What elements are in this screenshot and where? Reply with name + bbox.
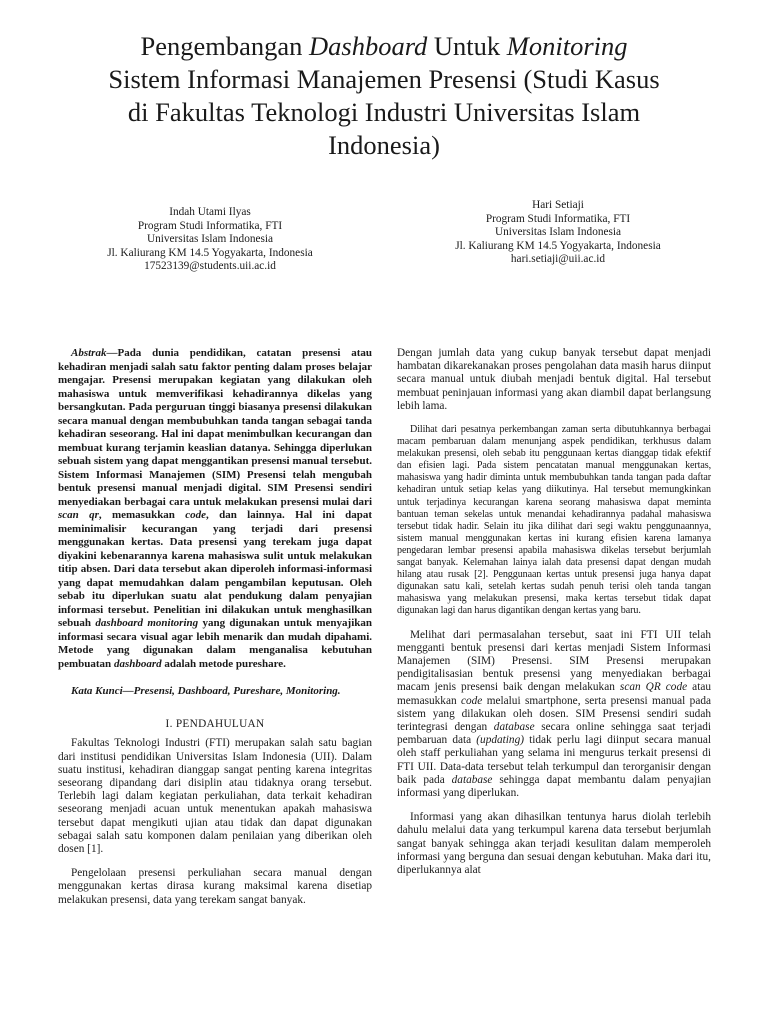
body-paragraph	[397, 811, 711, 877]
author-address: Jl. Kaliurang KM 14.5 Yogyakarta, Indonesia	[455, 239, 661, 252]
title-text: di Fakultas Teknologi Industri Universitas Islam	[127, 97, 641, 127]
paper-title	[40, 30, 728, 162]
abstract-italic: dashboard	[113, 657, 162, 670]
title-line	[40, 129, 728, 162]
keywords-text: Presensi, Dashboard, Pureshare, Monitoring.	[133, 685, 341, 697]
author-university: Universitas Islam Indonesia	[146, 233, 274, 245]
italic-term: code	[461, 694, 483, 707]
title-text: Pengembangan	[140, 31, 309, 61]
title-text: Sistem Informasi Manajemen Presensi (Studi Kasus	[108, 64, 660, 94]
body-paragraph	[58, 737, 372, 856]
paragraph-text: tidak perlu lagi diinput secara manual oleh staff perkuliahan yang selama ini mengurus terkait presensi di FTI UII. Data-data tersebut telah terkumpul dan terorganisir dengan baik pada	[397, 734, 711, 786]
abstract-text: , dan lainnya. Hal ini dapat meminimalisir kecurangan yang terjadi dari presensi menggunakan kertas. Data presensi yang terekam juga dapat diyakini kebenarannya karena mahasiswa sulit untuk melakukan titip absen. Dari data tersebut akan diperoleh informasi-informasi yang dapat memudahkan dalam pengambilan keputusan. Oleh sebab itu diperlukan suatu alat pendukung dalam penyajian informasi tersebut. Penelitian ini dilakukan untuk menghasilkan sebuah	[58, 509, 372, 629]
keywords	[58, 685, 372, 698]
paragraph-text: Dengan jumlah data yang cukup banyak tersebut dapat menjadi hambatan dikarekanakan proses pengolahan data masih harus diinput secara manual untuk diubah menjadi bentuk digital. Hal tersebut membuat peninjauan informasi yang akan diambil dapat berlangsung lebih lama.	[397, 347, 711, 412]
section-heading: I. PENDAHULUAN	[165, 718, 265, 731]
paragraph-text: Fakultas Teknologi Industri (FTI) merupakan salah satu bagian dari institusi pendidikan Universitas Islam Indonesia (UII). Dalam suatu institusi, kehadiran dianggap sangat penting karena integritas seseorang dipandang dari disiplin atau tidaknya orang tersebut. Terlebih lagi dalam kegiatan perkuliahan, data terkait kehadiran seseorang menjadi acuan untuk menentukan apakah mahasiswa tersebut dapat mengikuti ujian atau tidak dan dapat digunakan sebagai salah satu komponen dalam penilaian yang diberikan oleh dosen [1].	[58, 737, 372, 856]
italic-term: scan QR code	[619, 681, 688, 694]
paragraph-text: Pengelolaan presensi perkuliahan secara manual dengan menggunakan kertas dirasa kurang maksimal karena disetiap melakukan presensi, data yang terekam sangat banyak.	[58, 867, 372, 906]
author-block-1	[40, 206, 380, 274]
author-address: Jl. Kaliurang KM 14.5 Yogyakarta, Indonesia	[107, 246, 313, 259]
paragraph-text: Melihat dari permasalahan tersebut, saat ini FTI UII telah mengganti bentuk presensi dari kertas menjadi Sistem Informasi Manajemen (SIM) Presensi. SIM Presensi merupakan pendigitalisasian bentuk presensi yang menyediakan berbagai macam jenis presensi baik dengan melakukan	[397, 628, 711, 694]
author-email: hari.setiaji@uii.ac.id	[510, 253, 606, 265]
right-column	[397, 347, 711, 877]
author-program: Program Studi Informatika, FTI	[485, 212, 631, 225]
paragraph-text: melalui smartphone, serta presensi manual pada sistem yang dilakukan oleh dosen. SIM Presensi sendiri sudah terintegrasi dengan	[397, 694, 711, 733]
title-line	[40, 30, 728, 63]
abstract-label: Abstrak	[71, 347, 107, 359]
title-italic-monitoring: Monitoring	[506, 31, 628, 61]
paragraph-text: Dilihat dari pesatnya perkembangan zaman serta dibutuhkannya berbagai macam pembaruan dalam menunjang aspek pendidikan, terkhusus dalam melakukan presensi, oleh sebab itu penggunaan kertas dianggap tidak efektif dan efisien lagi. Pada sistem pencatatan manual menggunakan kertas, mahasiswa yang hadir diminta untuk membubuhkan tanda tangan pada daftar kehadiran untuk setiap kelas yang diikutinya. Hal tersebut memungkinkan untuk terjadinya kecurangan karena seorang mahasiswa dapat meminta bantuan teman sekelas untuk menandai kehadirannya padahal mahasiswa tersebut tidak hadir. Selain itu jika dilihat dari segi waktu penggunaannya, sistem manual menggunakan kertas ini kurang efisien karena lamanya pengedaran lembar presensi apabila mahasiswa dikelas tersebut berjumlah sangat banyak. Kelemahan lainya ialah data presensi dapat dengan mudah hilang atau rusak [2]. Penggunaan kertas untuk presensi juga hanya dapat digunakan satu kali, setelah kertas sudah penuh terisi oleh tanda tangan mahasiswa yang melakukan presensi, maka kertas tersebut tidak dapat digunakan lagi dan harus digantikan dengan kertas yang baru.	[397, 424, 711, 617]
title-line	[40, 96, 728, 129]
abstract-text: , memasukkan	[98, 509, 186, 521]
paragraph-text: sehingga dapat membantu dalam penyajian informasi yang diperlukan.	[397, 773, 711, 799]
author-block-2	[388, 199, 728, 267]
paragraph-text: secara online sehingga saat terjadi pembaruan data	[397, 720, 711, 747]
title-text: Indonesia)	[328, 130, 440, 160]
abstract-text: adalah metode pureshare.	[161, 657, 286, 670]
keywords-label: Kata Kunci	[71, 685, 123, 697]
abstract-italic: code	[185, 509, 207, 521]
body-paragraph	[397, 424, 711, 618]
body-paragraph	[397, 629, 711, 801]
author-name: Indah Utami Ilyas	[169, 206, 251, 218]
author-university: Universitas Islam Indonesia	[494, 226, 622, 238]
body-paragraph	[397, 347, 711, 413]
left-column	[58, 347, 372, 907]
abstract-dash: —	[106, 347, 118, 359]
italic-term: database	[493, 720, 535, 733]
keywords-dash: —	[122, 685, 134, 697]
paragraph-text: Informasi yang akan dihasilkan tentunya harus diolah terlebih dahulu melalui data yang terkumpul karena data tersebut berjumlah sangat banyak sehingga akan terjadi kesulitan dalam memperoleh informasi yang berguna dan sesuai dengan kebutuhan. Maka dari itu, diperlukannya alat	[397, 811, 711, 876]
abstract-italic: scan qr	[58, 509, 99, 521]
abstract-text: yang digunakan untuk menyajikan informasi secara visual agar lebih menarik dan mudah dipahami. Metode yang digunakan dalam menganalisa kebutuhan pembuatan	[58, 617, 372, 670]
italic-term: (updating)	[476, 734, 524, 747]
abstract	[58, 347, 372, 671]
paragraph-text: atau memasukkan	[397, 681, 711, 707]
author-program: Program Studi Informatika, FTI	[137, 219, 283, 232]
title-line	[40, 63, 728, 96]
title-text: Untuk	[427, 31, 507, 61]
abstract-italic: dashboard monitoring	[95, 617, 199, 629]
body-paragraph	[58, 867, 372, 907]
abstract-text: Pada dunia pendidikan, catatan presensi atau kehadiran menjadi salah satu faktor penting dalam proses belajar mengajar. Presensi merupakan kegiatan yang dilakukan oleh mahasiswa untuk memverifikasi kehadirannya dikelas yang bersangkutan. Pada perguruan tinggi biasanya presensi dilakukan secara manual dengan membubuhkan tanda tangan sebagai tanda kehadiran seseorang. Hal ini dapat menimbulkan kecurangan dan membuat kurang terjamin keaslian datanya. Sehingga diperlukan sebuah sistem yang dapat menggantikan presensi manual tersebut. Sistem Informasi Manajemen (SIM) Presensi telah mengubah bentuk presensi manual menjadi digital. SIM Presensi sendiri menyediakan berbagai cara untuk melakukan presensi mulai dari	[58, 347, 372, 508]
italic-term: database	[451, 773, 493, 786]
author-name: Hari Setiaji	[532, 199, 584, 211]
author-email: 17523139@students.uii.ac.id	[144, 260, 276, 272]
title-italic-dashboard: Dashboard	[309, 31, 428, 61]
